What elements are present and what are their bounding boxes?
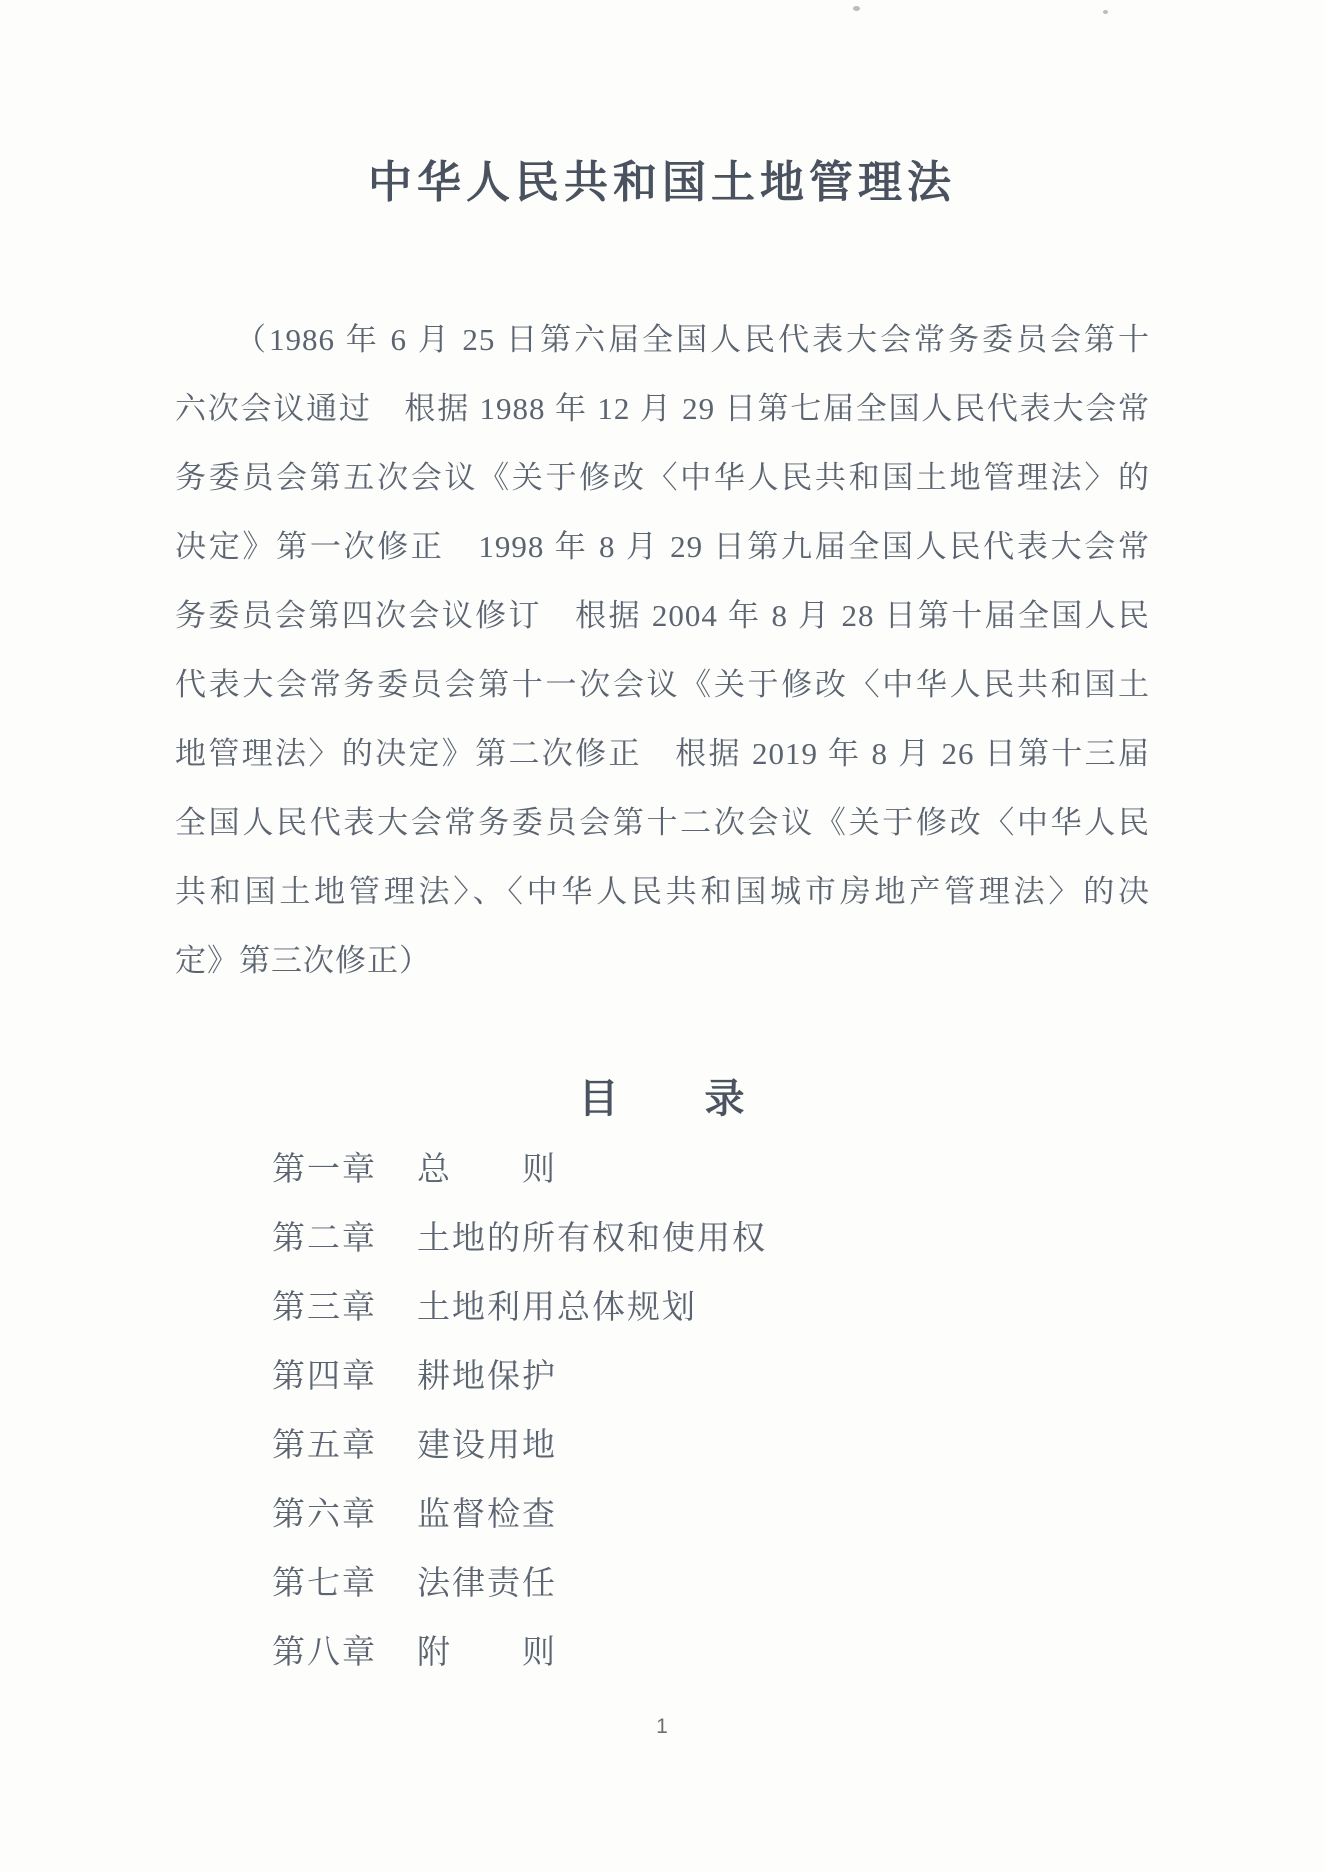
chapter-number: 第八章 <box>272 1635 377 1671</box>
preamble-line: 六次会议通过 根据 1988 年 12 月 29 日第七届全国人民代表大会常 <box>175 391 1150 426</box>
chapter-title: 土地的所有权和使用权 <box>417 1221 767 1257</box>
chapter-title: 土地利用总体规划 <box>417 1290 697 1326</box>
toc-list <box>272 1136 1172 1688</box>
chapter-title: 法律责任 <box>417 1566 557 1602</box>
toc-heading: 目 录 <box>578 1076 747 1121</box>
toc-item <box>272 1550 1172 1619</box>
preamble-line: 地管理法〉的决定》第二次修正 根据 2019 年 8 月 26 日第十三届 <box>175 736 1150 771</box>
chapter-number: 第一章 <box>272 1152 377 1188</box>
chapter-title: 耕地保护 <box>417 1359 557 1395</box>
chapter-number: 第二章 <box>272 1221 377 1257</box>
preamble-line: 定》第三次修正） <box>175 943 431 978</box>
chapter-number: 第五章 <box>272 1428 377 1464</box>
toc-item <box>272 1481 1172 1550</box>
toc-item <box>272 1619 1172 1688</box>
chapter-title: 监督检查 <box>417 1497 557 1533</box>
page-number: 1 <box>656 1715 668 1738</box>
chapter-title: 附 则 <box>417 1635 557 1671</box>
toc-item <box>272 1274 1172 1343</box>
chapter-number: 第六章 <box>272 1497 377 1533</box>
chapter-number: 第七章 <box>272 1566 377 1602</box>
toc-item <box>272 1412 1172 1481</box>
preamble-line: 共和国土地管理法〉、〈中华人民共和国城市房地产管理法〉的决 <box>175 874 1150 909</box>
chapter-title: 总 则 <box>417 1152 557 1188</box>
preamble-line: 务委员会第四次会议修订 根据 2004 年 8 月 28 日第十届全国人民 <box>175 598 1150 633</box>
preamble-line: （1986 年 6 月 25 日第六届全国人民代表大会常务委员会第十 <box>235 322 1150 357</box>
preamble-line: 决定》第一次修正 1998 年 8 月 29 日第九届全国人民代表大会常 <box>175 529 1150 564</box>
chapter-title: 建设用地 <box>417 1428 557 1464</box>
toc-item <box>272 1136 1172 1205</box>
preamble-line: 全国人民代表大会常务委员会第十二次会议《关于修改〈中华人民 <box>175 805 1150 840</box>
scan-artifact-speck <box>1103 10 1108 14</box>
scan-artifact-speck <box>853 6 860 11</box>
preamble-line: 务委员会第五次会议《关于修改〈中华人民共和国土地管理法〉的 <box>175 460 1150 495</box>
preamble-line: 代表大会常务委员会第十一次会议《关于修改〈中华人民共和国土 <box>175 667 1150 702</box>
chapter-number: 第四章 <box>272 1359 377 1395</box>
chapter-number: 第三章 <box>272 1290 377 1326</box>
toc-item <box>272 1343 1172 1412</box>
toc-item <box>272 1205 1172 1274</box>
preamble-paragraph <box>175 305 1150 995</box>
document-title: 中华人民共和国土地管理法 <box>368 158 956 207</box>
